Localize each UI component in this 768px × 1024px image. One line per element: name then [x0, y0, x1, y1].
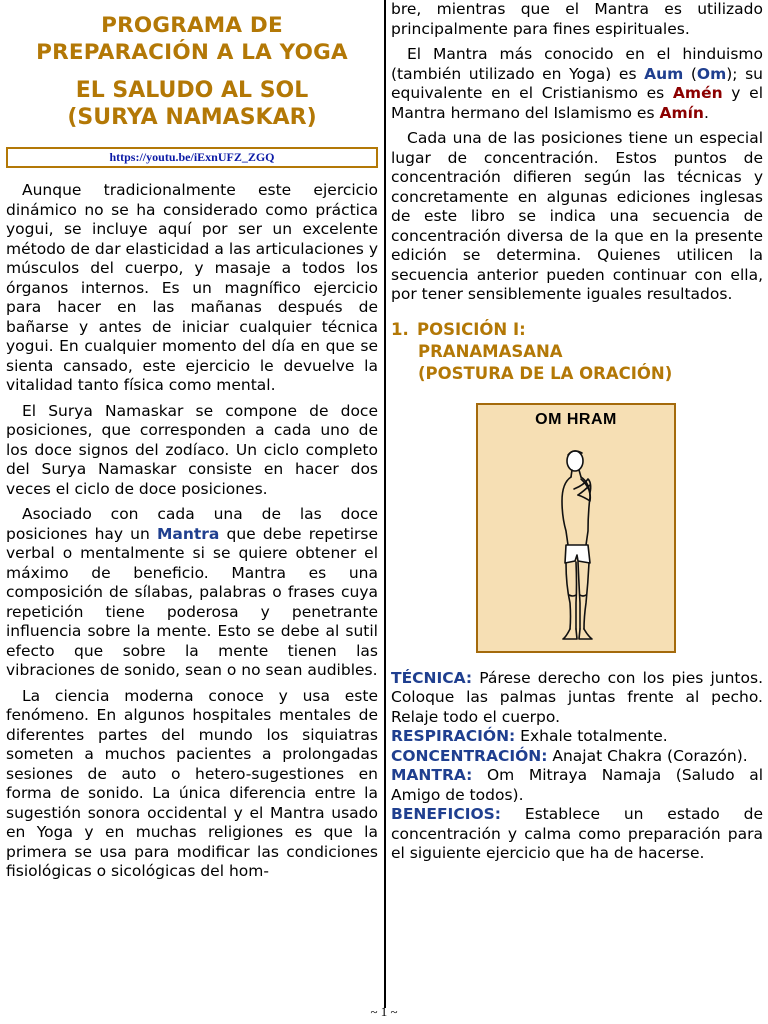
term-aum: Aum [644, 64, 684, 83]
text-run: . [703, 103, 709, 122]
term-om: Om [696, 64, 727, 83]
column-divider [384, 0, 386, 1008]
figure-caption: OM HRAM [535, 410, 617, 428]
left-column [6, 12, 378, 882]
tecnica-entry [391, 669, 763, 728]
concentracion-text: Anajat Chakra (Corazón). [547, 746, 748, 765]
title-line-1: PROGRAMA DE [101, 13, 283, 38]
praying-man-icon [478, 405, 674, 651]
subtitle-line-2: (SURYA NAMASKAR) [67, 105, 317, 130]
beneficios-entry [391, 805, 763, 864]
respiracion-text: Exhale totalmente. [515, 727, 668, 745]
mantra-term: Mantra [156, 524, 220, 543]
respiracion-entry [391, 727, 763, 747]
paragraph-science: La ciencia moderna conoce y usa este fenómeno. En algunos hospitales mentales de diferentes partes del mundo los siquiatras someten a muchos pacientes a prolongadas sesiones de auto o hetero-sugestiones en forma de sonido. La única diferencia entre la sugestión sonora occidental y el Mantra usado en Yoga y en muchas religiones es que la primera se usa para modificar las condiciones fisiológicas o sicológicas del hom- [6, 686, 378, 880]
respiracion-label: RESPIRACIÓN: [391, 727, 516, 745]
text-run: y el Mantra hermano del Islamismo es [391, 84, 763, 122]
title-line-2: PREPARACIÓN A LA YOGA [36, 40, 348, 65]
paragraph-mantra [6, 505, 378, 681]
mantra-text: Om Mitraya Namaja (Saludo al Amigo de todos). [391, 766, 763, 804]
term-amin: Amín [659, 103, 704, 122]
page-subtitle [6, 77, 378, 131]
tecnica-label: TÉCNICA: [391, 668, 473, 687]
section-line-2: PRANAMASANA [418, 341, 563, 361]
paragraph-aum [391, 45, 763, 123]
concentracion-entry [391, 747, 763, 767]
text-run: Asociado con cada una de las doce posiciones hay un [6, 505, 378, 543]
page-number: ~ 1 ~ [370, 1004, 398, 1019]
section-heading [391, 319, 763, 385]
paragraph-continued: bre, mientras que el Mantra es utilizado principalmente para fines espirituales. [391, 0, 763, 38]
subtitle-line-1: EL SALUDO AL SOL [75, 78, 309, 103]
mantra-label: MANTRA: [391, 766, 473, 784]
video-link[interactable]: https://youtu.be/iExnUFZ_ZGQ [6, 147, 378, 168]
text-run: ( [683, 64, 697, 83]
tecnica-text: Párese derecho con los pies juntos. Coloque las palmas juntas frente al pecho. Relaje todo el cuerpo. [391, 668, 763, 726]
beneficios-label: BENEFICIOS: [391, 805, 501, 823]
section-line-3: (POSTURA DE LA ORACIÓN) [418, 363, 673, 383]
page-title [6, 12, 378, 66]
paragraph-intro: Aunque tradicionalmente este ejercicio dinámico no se ha considerado como práctica yogui, se incluye aquí por ser un excelente método de dar elasticidad a las articulaciones y músculos del cuerpo, y masaje a todos los órganos internos. Es un magnífico ejercicio para hacer en las mañanas después de bañarse y antes de iniciar cualquier técnica yogui. En cualquier momento del día en que se sienta cansado, este ejercicio le devuelve la vitalidad tanto física como mental. [6, 181, 378, 394]
section-line-1: POSICIÓN I: [417, 319, 526, 339]
paragraph-composition: El Surya Namaskar se compone de doce posiciones, que corresponden a cada uno de los doce signos del zodíaco. Un ciclo completo del Surya Namaskar consiste en hacer dos veces el ciclo de doce posiciones. [6, 401, 378, 498]
pose-illustration [476, 403, 676, 653]
section-number: 1. [391, 319, 409, 339]
term-amen: Amén [672, 84, 723, 102]
text-run: El Mantra más conocido en el hinduismo (también utilizado en Yoga) es [391, 45, 763, 83]
concentracion-label: CONCENTRACIÓN: [391, 746, 548, 765]
mantra-entry [391, 766, 763, 805]
text-run: que debe repetirse verbal o mentalmente si se quiere obtener el máximo de beneficio. Mantra es una composición de sílabas, palabras o frases cuya repetición tiene poderosa y penetrante influencia sobre la mente. Esto se debe al sutil efecto que sobre la mente tienen las vibraciones de sonido, sean o no sean audibles. [6, 524, 379, 679]
right-column [391, 0, 763, 864]
paragraph-concentration: Cada una de las posiciones tiene un especial lugar de concentración. Estos puntos de concentración difieren según las técnicas y concretamente en algunas ediciones inglesas de este libro se indica una secuencia de concentración diversa de la que en la presente edición se determina. Quienes utilicen la secuencia anterior pueden continuar con ella, por tener sensiblemente iguales resultados. [391, 129, 763, 303]
text-run: ); su equivalente en el Cristianismo es [391, 64, 763, 102]
beneficios-text: Establece un estado de concentración y calma como preparación para el siguiente ejercicio que ha de hacerse. [391, 805, 763, 862]
